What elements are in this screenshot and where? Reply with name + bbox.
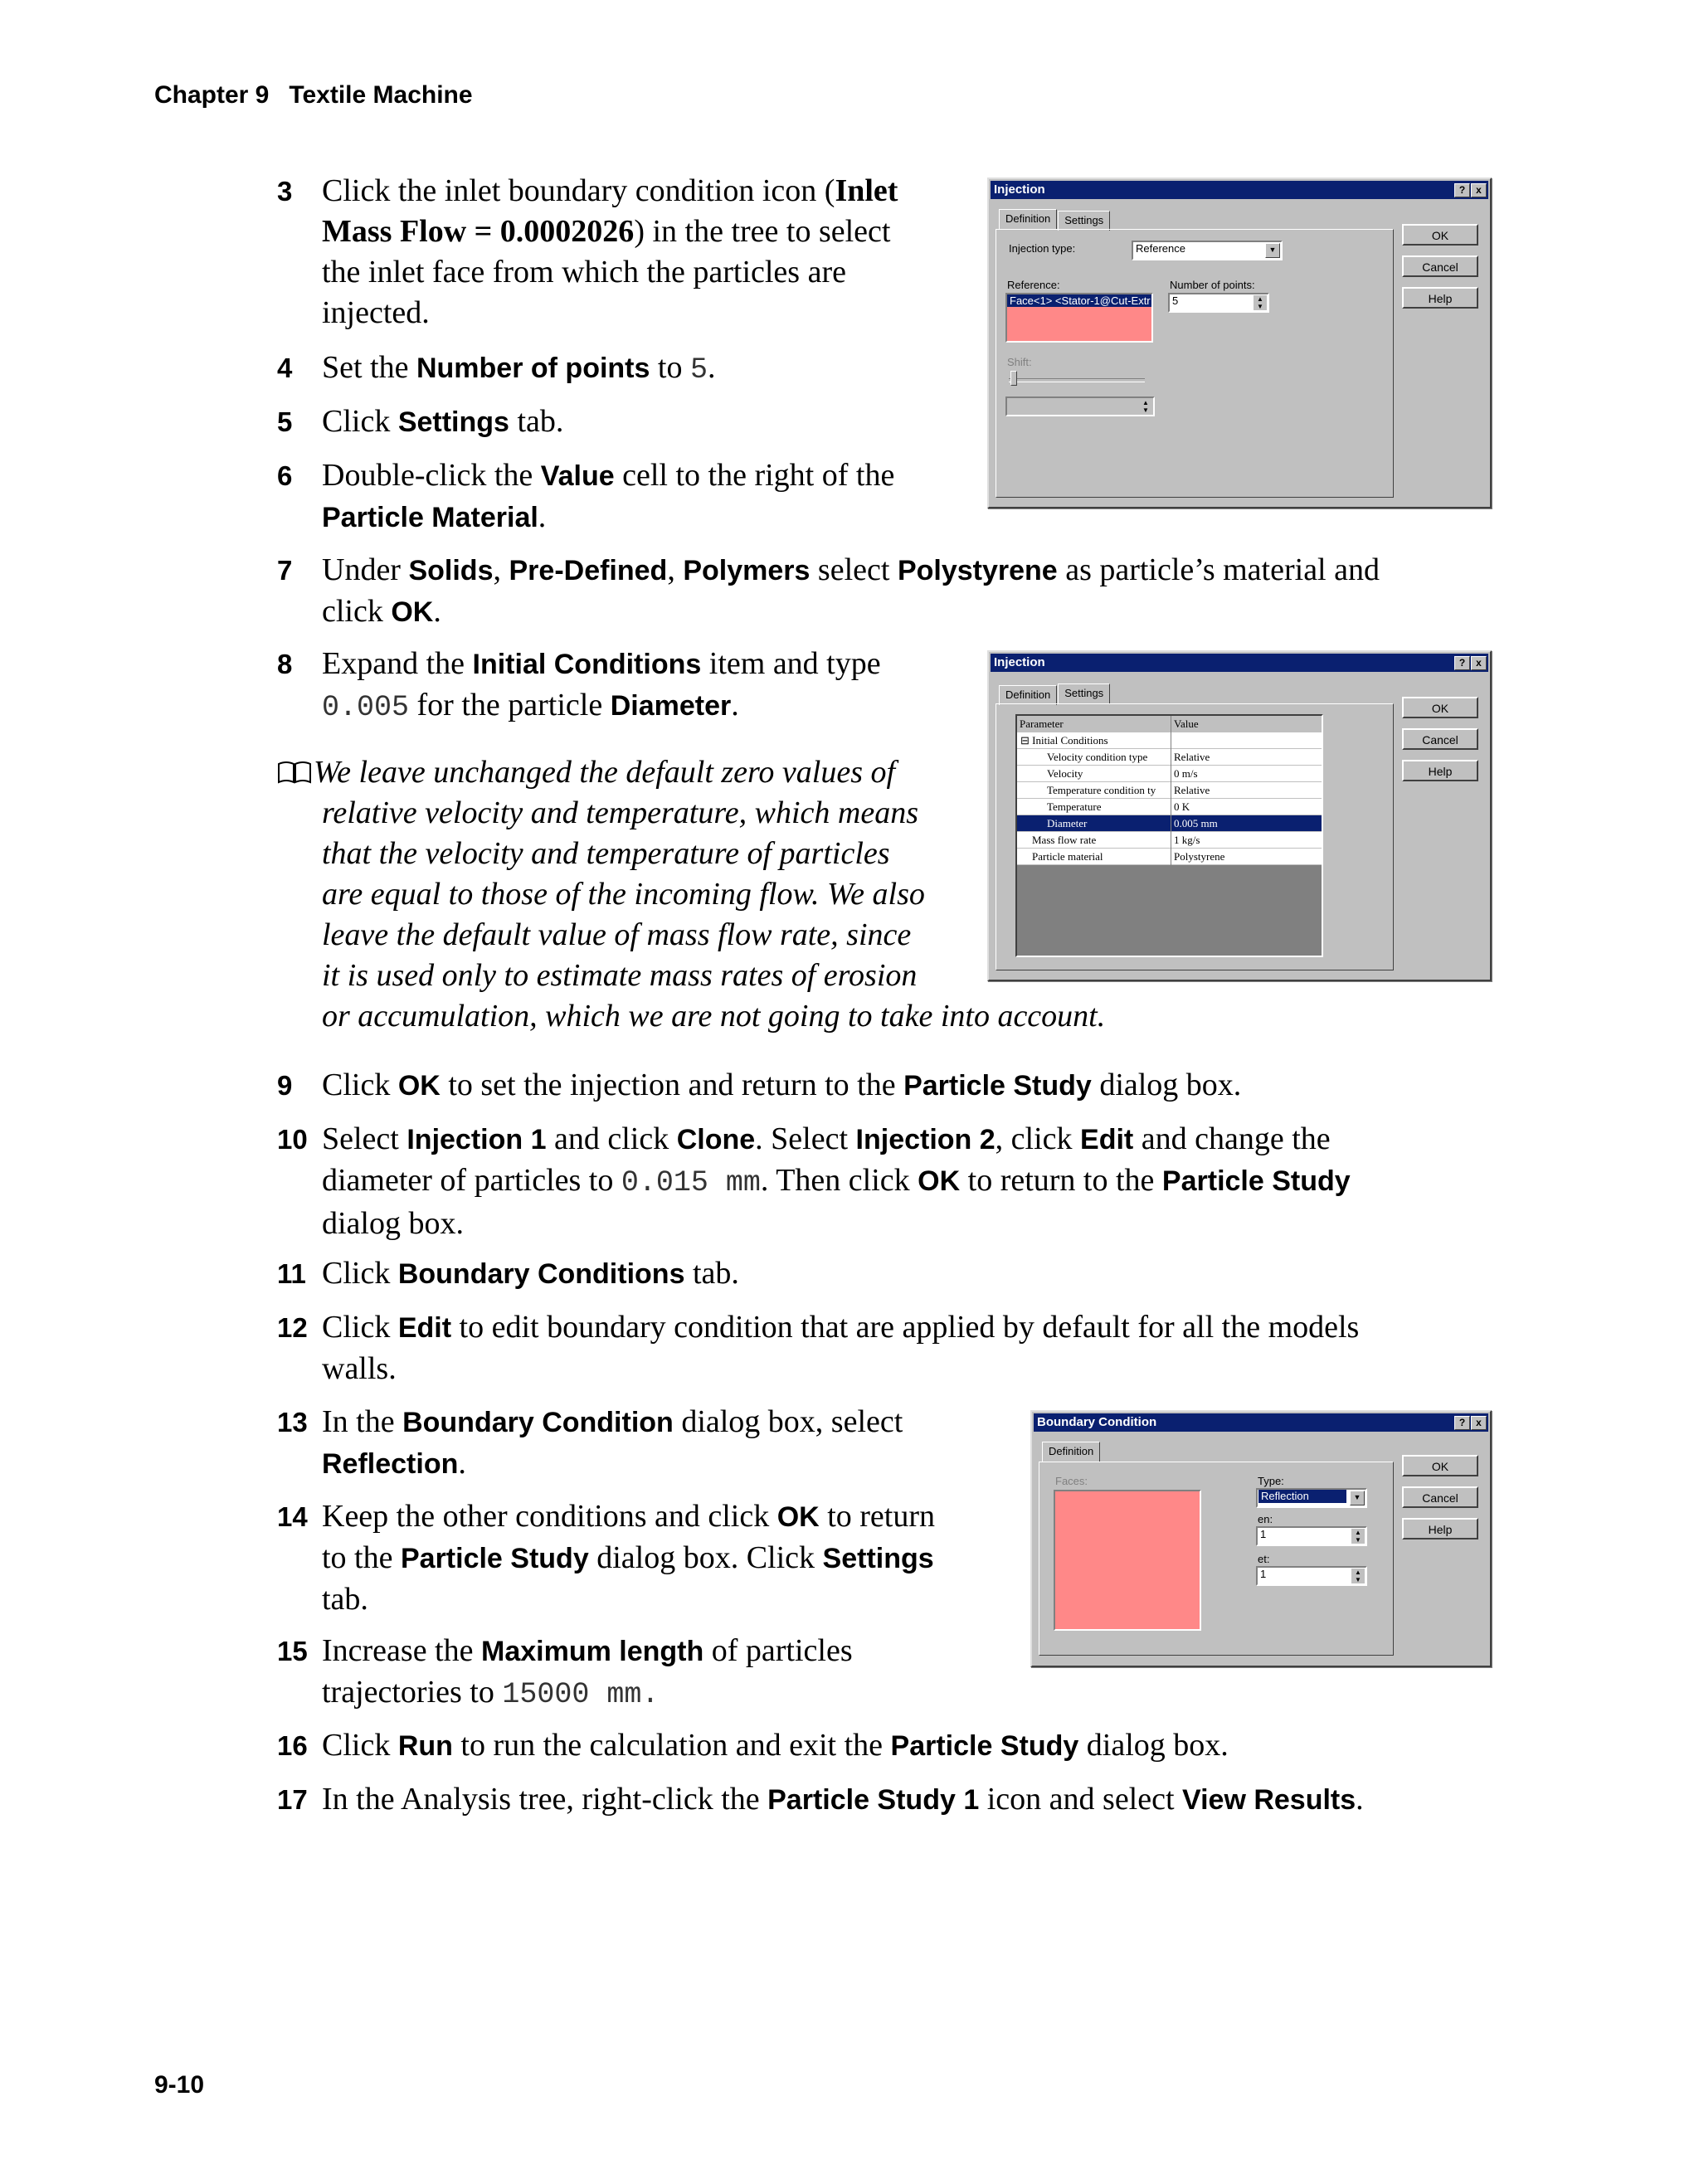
step-text: Expand the xyxy=(322,646,473,681)
ui-term: Injection 1 xyxy=(406,1124,547,1155)
ui-term: OK xyxy=(397,1070,441,1102)
step-text: tab. xyxy=(684,1256,739,1291)
step-text: click xyxy=(322,594,392,629)
step-text: In the xyxy=(322,1404,403,1439)
faces-label: Faces: xyxy=(1055,1475,1088,1487)
step-text: to return xyxy=(819,1499,936,1534)
step-text: as particle’s material and xyxy=(1057,552,1380,587)
ui-term: Solids xyxy=(408,555,494,586)
grid-header xyxy=(1017,716,1322,732)
step-number: 6 xyxy=(277,460,293,491)
step-16 xyxy=(277,1725,1521,1767)
step-text: Click xyxy=(322,404,398,439)
ui-term: OK xyxy=(918,1165,961,1197)
row-parameter: Velocity condition type xyxy=(1047,751,1148,763)
help-icon[interactable]: ? xyxy=(1454,183,1470,197)
close-icon[interactable]: x xyxy=(1471,1416,1487,1430)
row-value[interactable]: 1 kg/s xyxy=(1174,834,1200,846)
tab-definition[interactable]: Definition xyxy=(999,685,1057,705)
faces-list[interactable] xyxy=(1054,1490,1201,1631)
step-8 xyxy=(277,644,881,728)
step-text: , xyxy=(667,552,684,587)
step-text: Keep the other conditions and click xyxy=(322,1499,777,1534)
ui-term: Injection 2 xyxy=(855,1124,996,1155)
step-number: 14 xyxy=(277,1501,308,1532)
help-button[interactable]: Help xyxy=(1402,287,1478,309)
grid-row[interactable] xyxy=(1017,782,1322,799)
step-text: diameter of particles to xyxy=(322,1163,621,1198)
shift-slider-track[interactable] xyxy=(1009,378,1145,382)
page-header xyxy=(154,81,473,109)
step-text: dialog box. xyxy=(1091,1068,1242,1102)
step-text: to the xyxy=(322,1540,401,1575)
row-parameter: ⊟ Initial Conditions xyxy=(1020,734,1108,747)
grid-row[interactable] xyxy=(1017,766,1322,782)
et-input[interactable] xyxy=(1256,1566,1367,1586)
tab-definition[interactable]: Definition xyxy=(999,209,1057,229)
row-parameter: Diameter xyxy=(1047,817,1088,829)
step-text: to run the calculation and exit the xyxy=(452,1728,891,1763)
step-number: 8 xyxy=(277,649,293,679)
note-line: it is used only to estimate mass rates of erosion xyxy=(322,958,918,993)
ui-term: OK xyxy=(776,1501,820,1533)
ok-button[interactable]: OK xyxy=(1402,224,1478,246)
number-of-points-value: 5 xyxy=(1172,294,1179,307)
step-text: dialog box. Click xyxy=(588,1540,823,1575)
step-number: 4 xyxy=(277,353,293,383)
spinner-icon[interactable]: ▲ ▼ xyxy=(1139,399,1152,414)
cancel-button[interactable]: Cancel xyxy=(1402,255,1478,277)
row-parameter: Temperature xyxy=(1047,800,1102,813)
step-text: . xyxy=(538,499,547,534)
step-text: . xyxy=(708,350,716,385)
ui-term: Particle Study xyxy=(890,1730,1079,1762)
row-value[interactable]: Polystyrene xyxy=(1174,850,1225,863)
step-10 xyxy=(277,1119,1521,1244)
et-label: et: xyxy=(1258,1553,1270,1565)
row-parameter: Velocity xyxy=(1047,767,1083,780)
ui-term: Polymers xyxy=(683,555,811,586)
step-number: 15 xyxy=(277,1636,308,1666)
step-text: cell to the right of the xyxy=(614,458,895,493)
step-text: trajectories to xyxy=(322,1675,503,1710)
chevron-down-icon: ▼ xyxy=(1350,1491,1365,1505)
ui-term: Pre-Defined xyxy=(509,555,668,586)
step-number: 5 xyxy=(277,406,293,437)
row-value[interactable]: 0 m/s xyxy=(1174,767,1198,780)
number-of-points-label: Number of points: xyxy=(1170,279,1255,291)
step-text: icon and select xyxy=(979,1782,1183,1817)
inlet-mass-flow-ref: Inlet Mass Flow = 0.0002026 xyxy=(322,173,898,249)
step-6 xyxy=(277,455,894,538)
step-text: . Select xyxy=(755,1121,856,1156)
help-button[interactable]: Help xyxy=(1402,760,1478,781)
step-text: tab. xyxy=(509,404,564,439)
note-line: relative velocity and temperature, which means xyxy=(322,795,918,830)
step-number: 12 xyxy=(277,1312,308,1343)
reference-selected-item[interactable]: Face<1> <Stator-1@Cut-Extr xyxy=(1007,294,1151,307)
note-line: leave the default value of mass flow rate, since xyxy=(322,917,912,952)
row-value[interactable]: 0 K xyxy=(1174,800,1190,813)
value-text: 15000 mm. xyxy=(502,1678,660,1711)
column-header-parameter[interactable]: Parameter xyxy=(1020,717,1064,730)
step-text: . xyxy=(1356,1782,1364,1817)
ui-term: Diameter xyxy=(610,690,732,722)
step-text: tab. xyxy=(322,1582,368,1617)
step-text: . Then click xyxy=(760,1163,918,1198)
chapter-title: Textile Machine xyxy=(289,81,473,109)
step-text: Double-click the xyxy=(322,458,541,493)
step-number: 7 xyxy=(277,555,293,586)
grid-row[interactable] xyxy=(1017,799,1322,815)
note-text: We leave unchanged the default zero values of xyxy=(314,755,896,790)
step-text: . xyxy=(458,1446,466,1481)
ok-button[interactable]: OK xyxy=(1402,1455,1478,1476)
row-value[interactable]: Relative xyxy=(1174,784,1210,796)
note-line: are equal to those of the incoming flow. We also xyxy=(322,877,925,912)
ui-term: Particle Study xyxy=(400,1543,589,1574)
spinner-icon[interactable]: ▲ ▼ xyxy=(1351,1569,1365,1583)
step-13 xyxy=(277,1402,903,1485)
note-line: or accumulation, which we are not going to take into account. xyxy=(322,999,1106,1034)
et-value: 1 xyxy=(1260,1568,1267,1580)
help-icon[interactable]: ? xyxy=(1454,1416,1470,1430)
step-5 xyxy=(277,401,563,443)
step-text: Click xyxy=(322,1728,398,1763)
type-value: Reflection xyxy=(1258,1490,1346,1503)
value-text: 5 xyxy=(689,353,708,387)
ui-term: Particle Study xyxy=(903,1070,1092,1102)
step-4 xyxy=(277,348,716,391)
ui-term: Particle Study xyxy=(1161,1165,1351,1197)
ui-term: OK xyxy=(391,596,434,628)
number-of-points-input[interactable] xyxy=(1168,293,1269,313)
book-icon xyxy=(277,759,312,784)
tab-settings[interactable]: Settings xyxy=(1058,211,1110,231)
step-number: 10 xyxy=(277,1124,308,1155)
reference-label: Reference: xyxy=(1007,279,1060,291)
step-text: to edit boundary condition that are applied by default for all the models xyxy=(451,1310,1360,1345)
en-label: en: xyxy=(1258,1513,1273,1525)
ui-term: Edit xyxy=(1080,1124,1134,1155)
note-line: that the velocity and temperature of particles xyxy=(322,836,890,871)
step-text: injected. xyxy=(322,295,430,330)
step-text: Increase the xyxy=(322,1633,481,1668)
shift-value-input[interactable] xyxy=(1005,396,1155,416)
ui-term: Number of points xyxy=(416,353,650,384)
page-number: 9-10 xyxy=(154,2071,205,2099)
tab-settings[interactable]: Settings xyxy=(1058,683,1110,703)
ui-term: Maximum length xyxy=(481,1636,704,1667)
step-text: In the Analysis tree, right-click the xyxy=(322,1782,768,1817)
step-text: , xyxy=(493,552,509,587)
step-text: item and type xyxy=(701,646,881,681)
parameter-grid xyxy=(1015,714,1323,957)
step-text: dialog box. xyxy=(1078,1728,1229,1763)
step-text: and change the xyxy=(1133,1121,1331,1156)
step-text: Click xyxy=(322,1256,398,1291)
step-text: Select xyxy=(322,1121,407,1156)
step-15 xyxy=(277,1631,853,1715)
ui-term: Particle Study 1 xyxy=(767,1784,980,1816)
ui-term: Boundary Condition xyxy=(402,1407,674,1438)
column-header-value[interactable]: Value xyxy=(1174,717,1199,730)
injection-type-label: Injection type: xyxy=(1009,242,1076,255)
step-text: , click xyxy=(995,1121,1081,1156)
step-text: of particles xyxy=(703,1633,853,1668)
row-parameter: Particle material xyxy=(1032,850,1103,863)
grid-row-initial-conditions[interactable] xyxy=(1017,732,1322,749)
step-text: to return to the xyxy=(960,1163,1162,1198)
step-text: Click xyxy=(322,1310,398,1345)
value-text: 0.005 xyxy=(322,691,410,724)
help-icon[interactable]: ? xyxy=(1454,656,1470,670)
step-number: 17 xyxy=(277,1784,308,1815)
ui-term: Initial Conditions xyxy=(472,649,702,680)
grid-row[interactable] xyxy=(1017,749,1322,766)
ui-term: Reflection xyxy=(322,1448,459,1480)
row-value[interactable]: Relative xyxy=(1174,751,1210,763)
close-icon[interactable]: x xyxy=(1471,183,1487,197)
ui-term: Value xyxy=(540,460,615,492)
row-parameter: Temperature condition ty xyxy=(1047,784,1156,796)
type-select[interactable] xyxy=(1256,1488,1367,1508)
dialog-titlebar xyxy=(1034,1413,1488,1432)
step-text: Click the inlet boundary condition icon ( xyxy=(322,173,835,208)
step-3 xyxy=(277,171,957,333)
close-icon[interactable]: x xyxy=(1471,656,1487,670)
grid-row-selected[interactable] xyxy=(1017,815,1322,832)
type-label: Type: xyxy=(1258,1475,1284,1487)
boundary-condition-dialog xyxy=(1030,1410,1492,1667)
en-input[interactable] xyxy=(1256,1526,1367,1546)
step-number: 9 xyxy=(277,1070,293,1101)
cancel-button[interactable]: Cancel xyxy=(1402,728,1478,750)
step-text: . xyxy=(731,688,739,722)
chapter-label: Chapter 9 xyxy=(154,81,270,109)
shift-label: Shift: xyxy=(1007,356,1032,368)
ui-term: Clone xyxy=(676,1124,756,1155)
dialog-titlebar xyxy=(991,181,1488,199)
step-7 xyxy=(277,550,1521,633)
ui-term: Boundary Conditions xyxy=(397,1258,685,1290)
step-text: to xyxy=(650,350,690,385)
step-14 xyxy=(277,1496,935,1620)
step-9 xyxy=(277,1065,1241,1107)
step-text: and click xyxy=(546,1121,677,1156)
ui-term: Edit xyxy=(397,1312,452,1344)
tab-definition[interactable]: Definition xyxy=(1042,1442,1100,1462)
reference-list[interactable] xyxy=(1005,293,1153,343)
ui-term: Settings xyxy=(397,406,509,438)
row-parameter: Mass flow rate xyxy=(1032,834,1097,846)
step-text: walls. xyxy=(322,1351,397,1386)
ui-term: Settings xyxy=(822,1543,934,1574)
ui-term: Run xyxy=(397,1730,453,1762)
step-text: Set the xyxy=(322,350,416,385)
step-number: 11 xyxy=(277,1258,306,1289)
step-12 xyxy=(277,1307,1521,1389)
injection-type-select[interactable] xyxy=(1132,241,1283,260)
cancel-button[interactable]: Cancel xyxy=(1402,1486,1478,1508)
step-11 xyxy=(277,1253,739,1295)
dialog-title: Injection xyxy=(994,182,1045,197)
grid-row[interactable] xyxy=(1017,832,1322,849)
ok-button[interactable]: OK xyxy=(1402,697,1478,718)
step-text: dialog box. xyxy=(322,1206,464,1241)
step-text: Click xyxy=(322,1068,398,1102)
step-17 xyxy=(277,1779,1521,1821)
value-text: 0.015 mm xyxy=(621,1166,761,1199)
step-text: to set the injection and return to the xyxy=(440,1068,904,1102)
dialog-title: Boundary Condition xyxy=(1037,1415,1157,1429)
ui-term: Particle Material xyxy=(322,502,538,533)
step-text: Under xyxy=(322,552,409,587)
ui-term: Polystyrene xyxy=(897,555,1058,586)
step-text: the inlet face from which the particles are xyxy=(322,255,846,289)
step-number: 16 xyxy=(277,1730,308,1761)
spinner-icon[interactable]: ▲ ▼ xyxy=(1351,1529,1365,1544)
en-value: 1 xyxy=(1260,1528,1267,1540)
step-text: for the particle xyxy=(409,688,611,722)
grid-row[interactable] xyxy=(1017,849,1322,865)
step-text: ) in the tree to select xyxy=(634,214,891,249)
chevron-down-icon: ▼ xyxy=(1265,243,1280,258)
step-number: 3 xyxy=(277,176,293,207)
help-button[interactable]: Help xyxy=(1402,1518,1478,1540)
spinner-icon[interactable]: ▲ ▼ xyxy=(1254,295,1267,310)
dialog-titlebar xyxy=(991,654,1488,672)
row-value[interactable]: 0.005 mm xyxy=(1174,817,1218,829)
ui-term: View Results xyxy=(1182,1784,1356,1816)
step-text: dialog box, select xyxy=(673,1404,903,1439)
step-text: select xyxy=(810,552,898,587)
tab-panel xyxy=(996,229,1394,498)
injection-dialog-definition xyxy=(987,178,1492,508)
step-number: 13 xyxy=(277,1407,308,1437)
step-text: . xyxy=(433,594,441,629)
shift-slider-handle[interactable] xyxy=(1010,371,1017,386)
injection-type-value: Reference xyxy=(1136,242,1185,255)
dialog-title: Injection xyxy=(994,655,1045,669)
